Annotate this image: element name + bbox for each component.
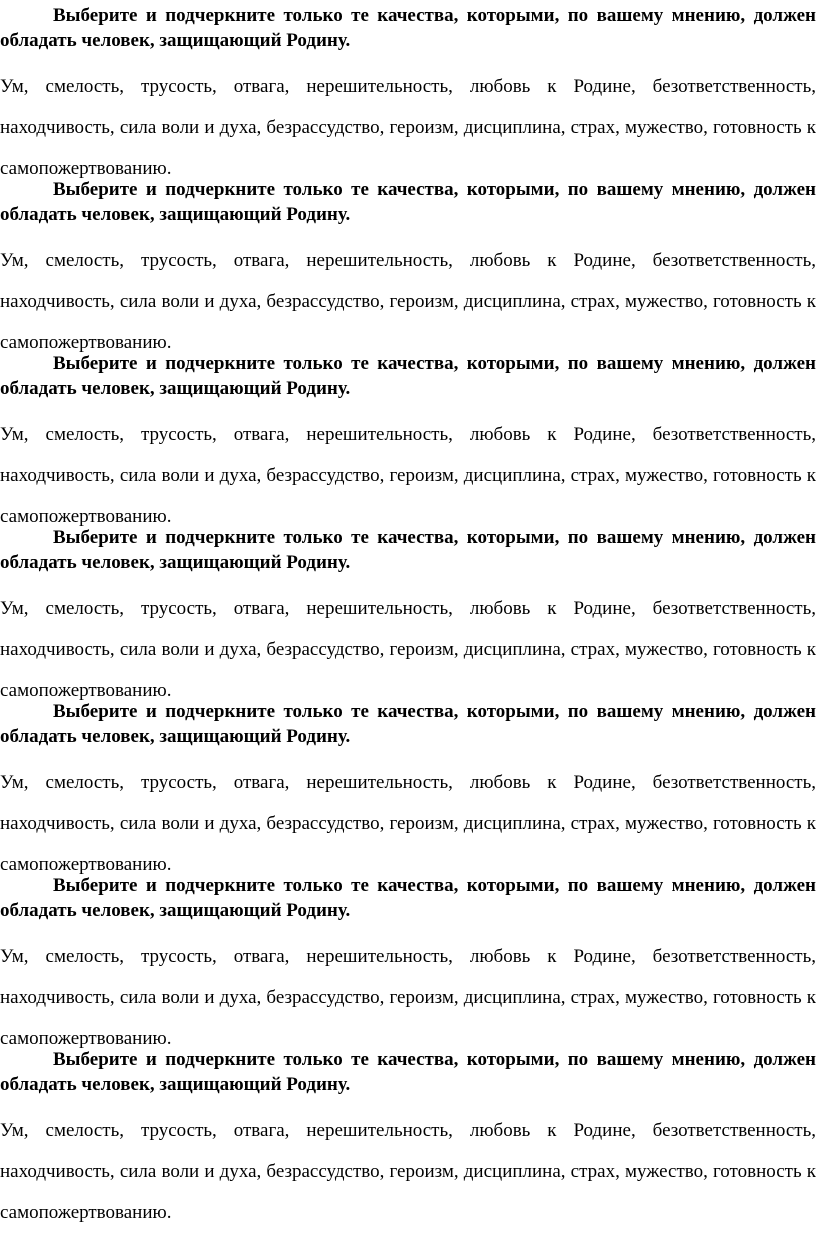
exercise-instruction: Выберите и подчеркните только те качества, которыми, по вашему мнению, должен обладать человек, защищающий Родину. [0, 1049, 816, 1095]
exercise-instruction: Выберите и подчеркните только те качества, которыми, по вашему мнению, должен обладать человек, защищающий Родину. [0, 179, 816, 225]
qualities-list: Ум, смелость, трусость, отвага, нерешительность, любовь к Родине, безответственность, находчивость, сила воли и духа, безрассудство, героизм, дисциплина, страх, мужество, готовность к самопожертвованию. [0, 76, 816, 179]
exercise-block [0, 1047, 816, 1221]
exercise-instruction: Выберите и подчеркните только те качества, которыми, по вашему мнению, должен обладать человек, защищающий Родину. [0, 5, 816, 51]
exercise-block [0, 699, 816, 873]
exercise-block [0, 525, 816, 699]
exercise-instruction: Выберите и подчеркните только те качества, которыми, по вашему мнению, должен обладать человек, защищающий Родину. [0, 701, 816, 747]
qualities-list: Ум, смелость, трусость, отвага, нерешительность, любовь к Родине, безответственность, находчивость, сила воли и духа, безрассудство, героизм, дисциплина, страх, мужество, готовность к самопожертвованию. [0, 598, 816, 701]
qualities-list: Ум, смелость, трусость, отвага, нерешительность, любовь к Родине, безответственность, находчивость, сила воли и духа, безрассудство, героизм, дисциплина, страх, мужество, готовность к самопожертвованию. [0, 250, 816, 353]
exercise-block [0, 3, 816, 177]
exercise-block [0, 177, 816, 351]
qualities-list: Ум, смелость, трусость, отвага, нерешительность, любовь к Родине, безответственность, находчивость, сила воли и духа, безрассудство, героизм, дисциплина, страх, мужество, готовность к самопожертвованию. [0, 424, 816, 527]
exercise-instruction: Выберите и подчеркните только те качества, которыми, по вашему мнению, должен обладать человек, защищающий Родину. [0, 353, 816, 399]
exercise-instruction: Выберите и подчеркните только те качества, которыми, по вашему мнению, должен обладать человек, защищающий Родину. [0, 527, 816, 573]
qualities-list: Ум, смелость, трусость, отвага, нерешительность, любовь к Родине, безответственность, находчивость, сила воли и духа, безрассудство, героизм, дисциплина, страх, мужество, готовность к самопожертвованию. [0, 772, 816, 875]
exercise-instruction: Выберите и подчеркните только те качества, которыми, по вашему мнению, должен обладать человек, защищающий Родину. [0, 875, 816, 921]
qualities-list: Ум, смелость, трусость, отвага, нерешительность, любовь к Родине, безответственность, находчивость, сила воли и духа, безрассудство, героизм, дисциплина, страх, мужество, готовность к самопожертвованию. [0, 1120, 816, 1223]
exercise-block [0, 873, 816, 1047]
qualities-list: Ум, смелость, трусость, отвага, нерешительность, любовь к Родине, безответственность, находчивость, сила воли и духа, безрассудство, героизм, дисциплина, страх, мужество, готовность к самопожертвованию. [0, 946, 816, 1049]
exercise-block [0, 351, 816, 525]
